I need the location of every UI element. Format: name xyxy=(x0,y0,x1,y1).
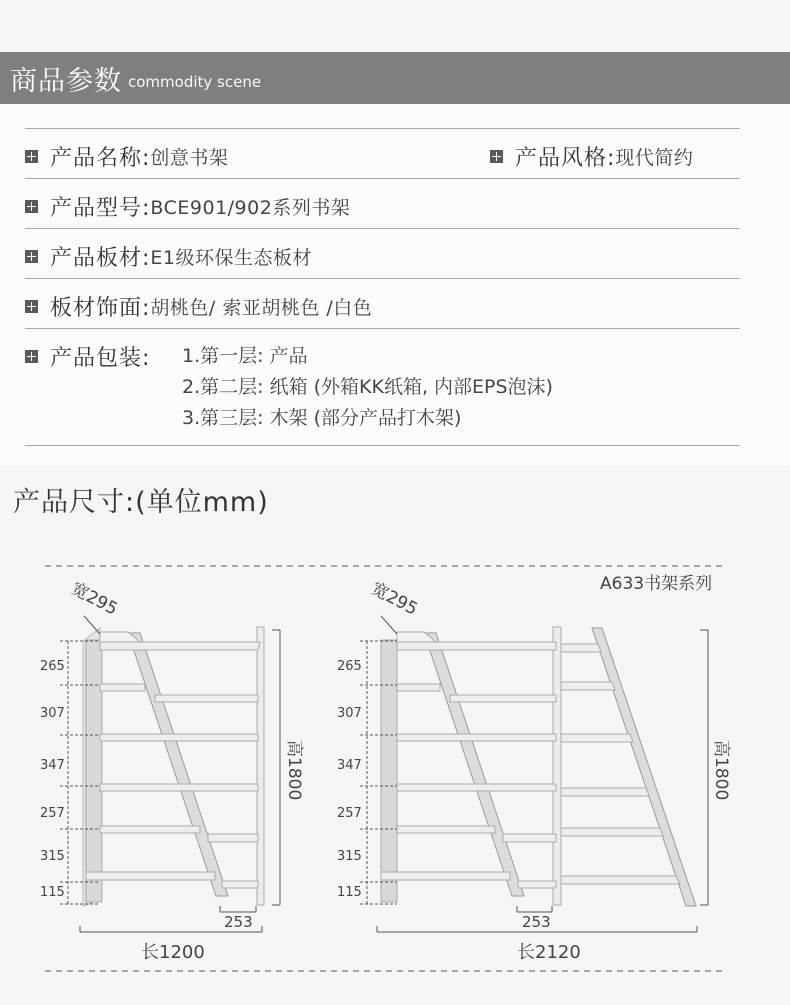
height-label: 115 xyxy=(40,885,65,900)
shelf-board xyxy=(100,734,258,741)
height-label: 315 xyxy=(40,849,65,864)
packaging-line: 3.第三层: 木架 (部分产品打木架) xyxy=(182,407,462,429)
packaging-line: 2.第二层: 纸箱 (外箱KK纸箱, 内部EPS泡沫) xyxy=(182,376,553,398)
dimension-diagram xyxy=(0,544,790,1005)
param-model xyxy=(25,191,350,222)
shelf-board xyxy=(518,881,556,888)
right-bookshelf xyxy=(337,579,731,963)
top-margin xyxy=(0,0,790,52)
plus-square-icon xyxy=(25,250,38,263)
height-label: 307 xyxy=(40,706,65,721)
packaging-lines xyxy=(182,341,553,434)
height-label: 347 xyxy=(337,758,362,773)
shelf-board xyxy=(397,642,556,650)
plus-square-icon xyxy=(25,150,38,163)
middle-post xyxy=(553,627,561,905)
info-row-packaging xyxy=(25,328,740,446)
step-label: 253 xyxy=(224,913,253,931)
bookshelf-drawing xyxy=(0,544,790,1005)
param-name xyxy=(25,141,228,172)
dimensions-heading xyxy=(0,466,790,544)
shelf-board xyxy=(561,788,649,796)
shelf-board xyxy=(397,734,556,741)
packaging-line: 1.第一层: 产品 xyxy=(182,345,308,367)
param-value: 创意书架 xyxy=(150,147,229,169)
product-info xyxy=(0,104,790,466)
info-row-finish xyxy=(25,278,740,328)
height-bracket xyxy=(700,630,708,905)
shelf-board xyxy=(86,872,215,880)
shelf-board xyxy=(100,642,260,650)
step-label: 253 xyxy=(522,913,551,931)
shelf-board xyxy=(222,881,258,888)
shelf-board xyxy=(561,734,633,742)
param-label: 产品风格: xyxy=(515,146,616,171)
param-value: 现代简约 xyxy=(615,147,694,169)
param-value: BCE901/902系列书架 xyxy=(150,197,351,219)
param-style xyxy=(490,141,693,172)
param-material xyxy=(25,241,312,272)
shelf-board xyxy=(100,826,200,833)
param-label: 产品型号: xyxy=(50,196,151,221)
series-label: A633书架系列 xyxy=(600,574,713,594)
info-row-name xyxy=(25,128,740,178)
param-value: 胡桃色/ 索亚胡桃色 /白色 xyxy=(150,297,373,319)
height-bracket xyxy=(272,630,280,905)
left-post xyxy=(381,640,397,902)
height-label: 257 xyxy=(337,806,362,821)
height-label: 115 xyxy=(337,885,362,900)
param-label: 产品板材: xyxy=(50,246,151,271)
height-label: 265 xyxy=(337,659,362,674)
plus-square-icon xyxy=(25,350,38,363)
shelf-board xyxy=(397,784,556,791)
length-label: 长1200 xyxy=(141,942,205,963)
shelf-board xyxy=(208,834,258,842)
plus-square-icon xyxy=(490,150,503,163)
diagonal-board xyxy=(128,633,228,896)
shelf-board xyxy=(503,834,556,842)
param-label: 板材饰面: xyxy=(50,296,151,321)
info-row-model xyxy=(25,178,740,228)
shelf-board xyxy=(100,784,258,791)
step-bracket xyxy=(517,906,552,912)
shelf-board xyxy=(155,695,258,702)
height-label: 315 xyxy=(337,849,362,864)
shelf-board xyxy=(561,644,601,652)
section-header xyxy=(0,52,790,104)
diagonal-board xyxy=(424,633,524,896)
width-tick xyxy=(84,616,100,634)
param-label: 产品名称: xyxy=(50,146,151,171)
param-label: 产品包装: xyxy=(50,346,151,371)
height-total-label: 高1800 xyxy=(711,740,731,801)
header-title: 商品参数 xyxy=(10,65,122,97)
height-label: 265 xyxy=(40,659,65,674)
width-tick xyxy=(381,616,397,634)
param-finish xyxy=(25,291,372,322)
header-subtitle: commodity scene xyxy=(128,73,262,91)
height-label: 257 xyxy=(40,806,65,821)
shelf-board xyxy=(381,872,510,880)
shelf-board xyxy=(100,684,145,691)
width-label: 宽295 xyxy=(67,578,121,620)
width-label: 宽295 xyxy=(367,578,421,620)
left-post xyxy=(86,640,102,902)
plus-square-icon xyxy=(25,200,38,213)
right-post xyxy=(257,627,264,905)
height-label: 307 xyxy=(337,706,362,721)
step-bracket xyxy=(220,906,256,912)
shelf-board xyxy=(561,682,615,690)
info-row-material xyxy=(25,228,740,278)
shelf-board xyxy=(561,828,663,836)
plus-square-icon xyxy=(25,300,38,313)
shelf-board xyxy=(450,695,556,702)
length-label: 长2120 xyxy=(517,942,581,963)
diagonal-board-right xyxy=(592,628,696,906)
shelf-board xyxy=(397,684,440,691)
dimensions-title: 产品尺寸:(单位mm) xyxy=(13,487,269,518)
height-label: 347 xyxy=(40,758,65,773)
param-packaging xyxy=(25,341,150,372)
param-value: E1级环保生态板材 xyxy=(150,247,313,269)
left-bookshelf xyxy=(40,579,304,963)
shelf-board xyxy=(561,876,680,884)
shelf-board xyxy=(397,826,495,833)
height-total-label: 高1800 xyxy=(284,740,304,801)
